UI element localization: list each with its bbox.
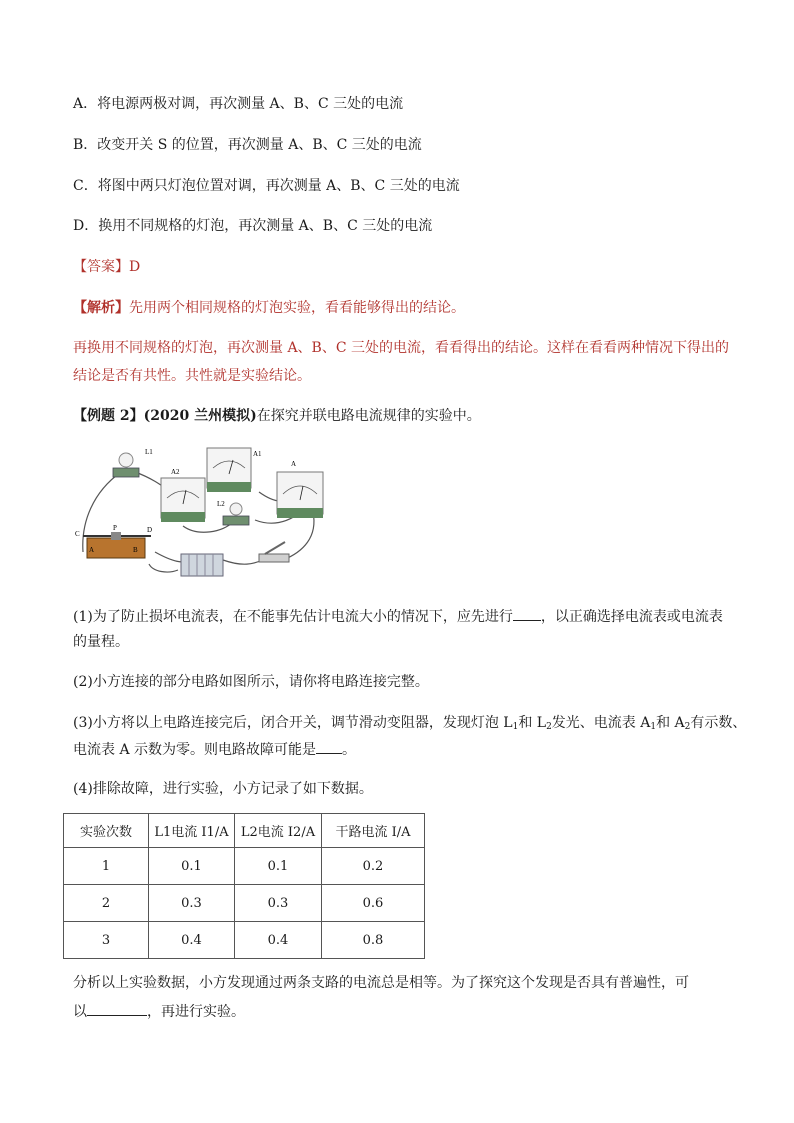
table-header-row xyxy=(64,814,425,848)
rheostat xyxy=(83,532,151,558)
header-i1: L1电流 I1/A xyxy=(149,814,235,848)
table-row xyxy=(64,848,425,885)
conclusion-text-a: 以 xyxy=(73,1004,87,1020)
q3-text-d: 和 A xyxy=(656,715,685,731)
label-a: A xyxy=(291,460,297,468)
table-cell: 0.3 xyxy=(235,885,322,922)
q1-text-b: ，以正确选择电流表或电流表 xyxy=(540,609,723,625)
option-c: C．将图中两只灯泡位置对调，再次测量 A、B、C 三处的电流 xyxy=(73,178,460,194)
label-a2: A2 xyxy=(171,468,180,476)
label-l2: L2 xyxy=(217,500,225,508)
question-2: (2)小方连接的部分电路如图所示，请你将电路连接完整。 xyxy=(73,674,429,690)
analysis-text: 先用两个相同规格的灯泡实验，看看能够得出的结论。 xyxy=(129,300,465,316)
conclusion-line1: 分析以上实验数据，小方发现通过两条支路的电流总是相等。为了探究这个发现是否具有普遍性，可 xyxy=(73,975,689,991)
table-cell: 0.1 xyxy=(235,848,322,885)
q3-sub-4: 2 xyxy=(684,722,691,732)
q3-text-b: 和 L xyxy=(518,715,547,731)
q3-text-e: 有示数、 xyxy=(690,715,747,731)
ammeter-a1 xyxy=(207,448,251,492)
header-i: 干路电流 I/A xyxy=(322,814,425,848)
header-trial: 实验次数 xyxy=(64,814,149,848)
data-table xyxy=(63,813,425,959)
label-d: D xyxy=(147,526,153,534)
question-1-line1 xyxy=(73,606,723,627)
option-a: A．将电源两极对调，再次测量 A、B、C 三处的电流 xyxy=(73,96,404,112)
ammeter-a2 xyxy=(161,478,205,522)
table-row xyxy=(64,885,425,922)
table-cell: 2 xyxy=(64,885,149,922)
analysis-p2-line1: 再换用不同规格的灯泡，再次测量 A、B、C 三处的电流，看看得出的结论。这样在看看两种情况下得出的 xyxy=(73,340,730,356)
conclusion-text-b: ，再进行实验。 xyxy=(147,1004,245,1020)
ammeter-a xyxy=(277,472,323,518)
analysis-line xyxy=(73,298,465,318)
label-b-end: B xyxy=(133,546,138,554)
label-a1: A1 xyxy=(253,450,262,458)
question-3-line2 xyxy=(73,739,356,760)
q3-sub-2: 2 xyxy=(546,722,552,732)
circuit-figure xyxy=(73,442,335,580)
q3-text-f: 电流表 A 示数为零。则电路故障可能是 xyxy=(73,742,317,758)
table-cell: 0.8 xyxy=(322,922,425,959)
example-source: (2020 兰州模拟) xyxy=(143,408,257,424)
question-4: (4)排除故障，进行实验，小方记录了如下数据。 xyxy=(73,781,373,797)
q3-sub-3: 1 xyxy=(650,722,657,732)
label-p: P xyxy=(113,524,117,532)
question-3-line1 xyxy=(73,713,746,733)
q1-text-a: (1)为了防止损坏电流表，在不能事先估计电流大小的情况下，应先进行 xyxy=(73,609,513,625)
q1-blank xyxy=(513,606,541,621)
conclusion-blank xyxy=(87,1001,147,1016)
conclusion-line2 xyxy=(73,1001,245,1022)
question-1-line2: 的量程。 xyxy=(73,634,129,650)
q3-text-g: 。 xyxy=(342,742,357,758)
table-cell: 3 xyxy=(64,922,149,959)
answer-line xyxy=(73,257,140,277)
answer-tag: 【答案】 xyxy=(73,259,129,275)
label-c: C xyxy=(75,530,80,538)
analysis-tag: 【解析】 xyxy=(73,300,129,316)
q3-sub-1: 1 xyxy=(512,722,519,732)
table-cell: 0.2 xyxy=(322,848,425,885)
answer-value: D xyxy=(129,259,141,275)
label-a-end: A xyxy=(89,546,95,554)
header-i2: L2电流 I2/A xyxy=(235,814,322,848)
table-row xyxy=(64,922,425,959)
table-cell: 0.4 xyxy=(149,922,235,959)
battery xyxy=(181,554,223,576)
example-heading xyxy=(73,406,481,426)
table-cell: 0.4 xyxy=(235,922,322,959)
table-cell: 1 xyxy=(64,848,149,885)
example-tag: 【例题 2】 xyxy=(73,408,144,424)
example-text: 在探究并联电路电流规律的实验中。 xyxy=(256,408,481,424)
option-d: D．换用不同规格的灯泡，再次测量 A、B、C 三处的电流 xyxy=(73,218,433,234)
table-cell: 0.3 xyxy=(149,885,235,922)
option-b: B．改变开关 S 的位置，再次测量 A、B、C 三处的电流 xyxy=(73,137,422,153)
q3-text-c: 发光、电流表 A xyxy=(551,715,651,731)
q3-blank xyxy=(316,739,342,754)
table-cell: 0.1 xyxy=(149,848,235,885)
q3-text-a: (3)小方将以上电路连接完后，闭合开关，调节滑动变阻器，发现灯泡 L xyxy=(73,715,513,731)
analysis-p2-line2: 结论是否有共性。共性就是实验结论。 xyxy=(73,368,311,384)
table-cell: 0.6 xyxy=(322,885,425,922)
label-l1: L1 xyxy=(145,448,153,456)
